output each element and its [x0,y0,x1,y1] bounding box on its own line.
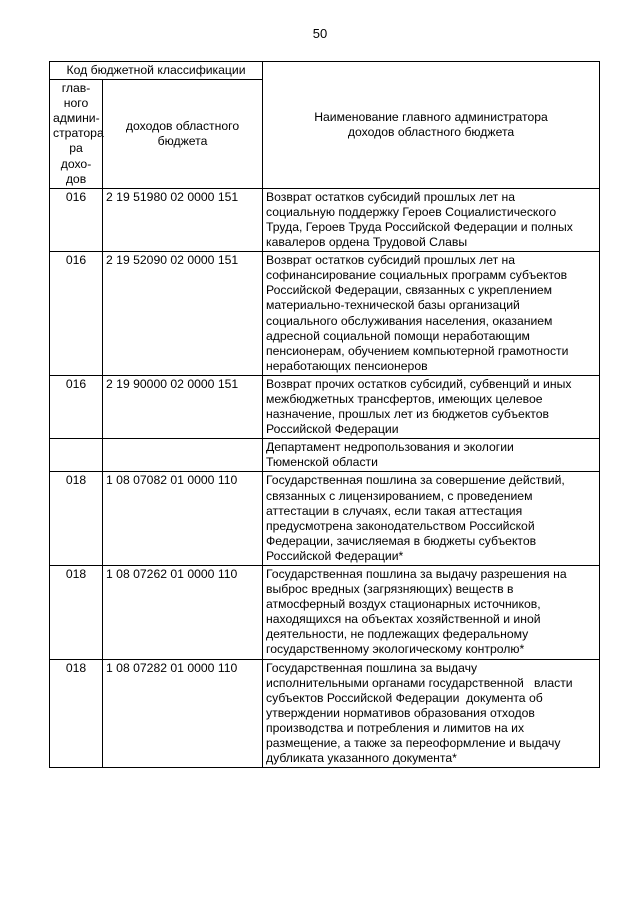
cell-revenue-name [263,659,600,768]
cell-admin-code: 016 [50,188,103,251]
cell-admin-code: 016 [50,375,103,438]
name-line: атмосферный воздух стационарных источников, [266,597,541,612]
name-line: пенсионерам, обучением компьютерной грамотности [266,343,569,358]
table-row [50,252,600,376]
name-line: софинансирование социальных программ субъектов [266,268,568,283]
name-line: Тюменской области [266,455,378,470]
name-line: аттестации в случаях, если такая аттестация [266,503,523,518]
name-line: производства и потребления и лимитов на их [266,720,525,735]
cell-revenue-code [103,439,263,472]
cell-revenue-code: 1 08 07282 01 0000 110 [103,659,263,768]
name-line: утверждении нормативов образования отходов [266,705,535,720]
name-line: Возврат остатков субсидий прошлых лет на [266,253,516,268]
header-administrator-name [263,62,600,189]
cell-revenue-name [263,252,600,376]
table-row [50,659,600,768]
cell-admin-code: 018 [50,472,103,566]
name-line: назначение, прошлых лет из бюджетов субъектов [266,407,549,422]
name-line: адресной социальной помощи неработающим [266,328,530,343]
cell-admin-code: 018 [50,659,103,768]
department-row [50,439,600,472]
table-row [50,375,600,438]
header-name-line: доходов областного бюджета [347,124,515,139]
name-line: предусмотрена законодательством Российской [266,518,535,533]
name-line: Возврат прочих остатков субсидий, субвенций и иных [266,376,572,391]
table-body [50,188,600,767]
name-line: Российской Федерации [266,422,399,437]
name-line: межбюджетных трансфертов, имеющих целевое [266,391,543,406]
name-line: деятельности, не подлежащих федеральному [266,627,529,642]
page-number: 50 [312,26,328,41]
name-line: Федерации, зачисляемая в бюджеты субъектов [266,533,537,548]
name-line: выброс вредных (загрязняющих) веществ в [266,582,514,597]
name-line: Государственная пошлина за совершение действий, [266,473,565,488]
header-line: доходов областного [125,118,240,133]
name-line: Государственная пошлина за выдачу разрешения на [266,567,567,581]
header-line: стратора [53,126,104,141]
name-line: неработающих пенсионеров [266,358,428,373]
cell-revenue-name [263,188,600,251]
name-line: Государственная пошлина за выдачу [266,660,478,675]
name-line: социальную поддержку Героев Социалистического [266,204,557,219]
name-line: кавалеров ордена Трудовой Славы [266,235,468,250]
cell-revenue-code: 2 19 52090 02 0000 151 [103,252,263,376]
name-line: размещение, а также за переоформление и выдачу [266,736,561,751]
name-line: материально-технической базы организаций [266,298,520,313]
name-line: государственному экологическому контролю* [266,642,525,657]
header-line: админи- [53,111,100,126]
cell-revenue-code: 2 19 90000 02 0000 151 [103,375,263,438]
header-line: бюджета [157,133,208,148]
cell-admin-code: 018 [50,566,103,660]
cell-revenue-name [263,472,600,566]
cell-revenue-code: 1 08 07082 01 0000 110 [103,472,263,566]
name-line: Российской Федерации* [266,548,404,563]
cell-revenue-code: 2 19 51980 02 0000 151 [103,188,263,251]
header-line: ра дохо- [60,141,92,171]
cell-department-name [263,439,600,472]
header-name-line: Наименование главного администратора [314,109,548,124]
table-row [50,188,600,251]
cell-admin-code [50,439,103,472]
cell-revenue-name [263,566,600,660]
cell-admin-code: 016 [50,252,103,376]
name-line: социального обслуживания населения, оказанием [266,313,553,328]
name-line: связанных с лицензированием, с проведением [266,488,533,503]
header-chief-administrator [50,80,103,189]
header-classification-code: Код бюджетной классификации [50,62,263,80]
cell-revenue-code: 1 08 07262 01 0000 110 [103,566,263,660]
name-line: Труда, Героев Труда Российской Федерации и полных [266,219,573,234]
name-line: Возврат остатков субсидий прошлых лет на [266,189,516,204]
name-line: Департамент недропользования и экологии [266,440,514,455]
header-revenue-code [103,80,263,189]
header-line: глав- [61,81,91,96]
name-line: Российской Федерации, связанных с укреплением [266,283,553,298]
cell-revenue-name [263,375,600,438]
name-line: находящихся на объектах хозяйственной и иной [266,612,541,627]
name-line: субъектов Российской Федерации документа об [266,690,543,705]
budget-classification-table [49,61,600,768]
table-header [50,62,600,189]
name-line: дубликата указанного документа* [266,751,457,766]
table-row [50,566,600,660]
name-line: исполнительными органами государственной власти [266,675,573,690]
header-line: ного [63,96,89,111]
table-row [50,472,600,566]
header-line: дов [65,171,87,186]
